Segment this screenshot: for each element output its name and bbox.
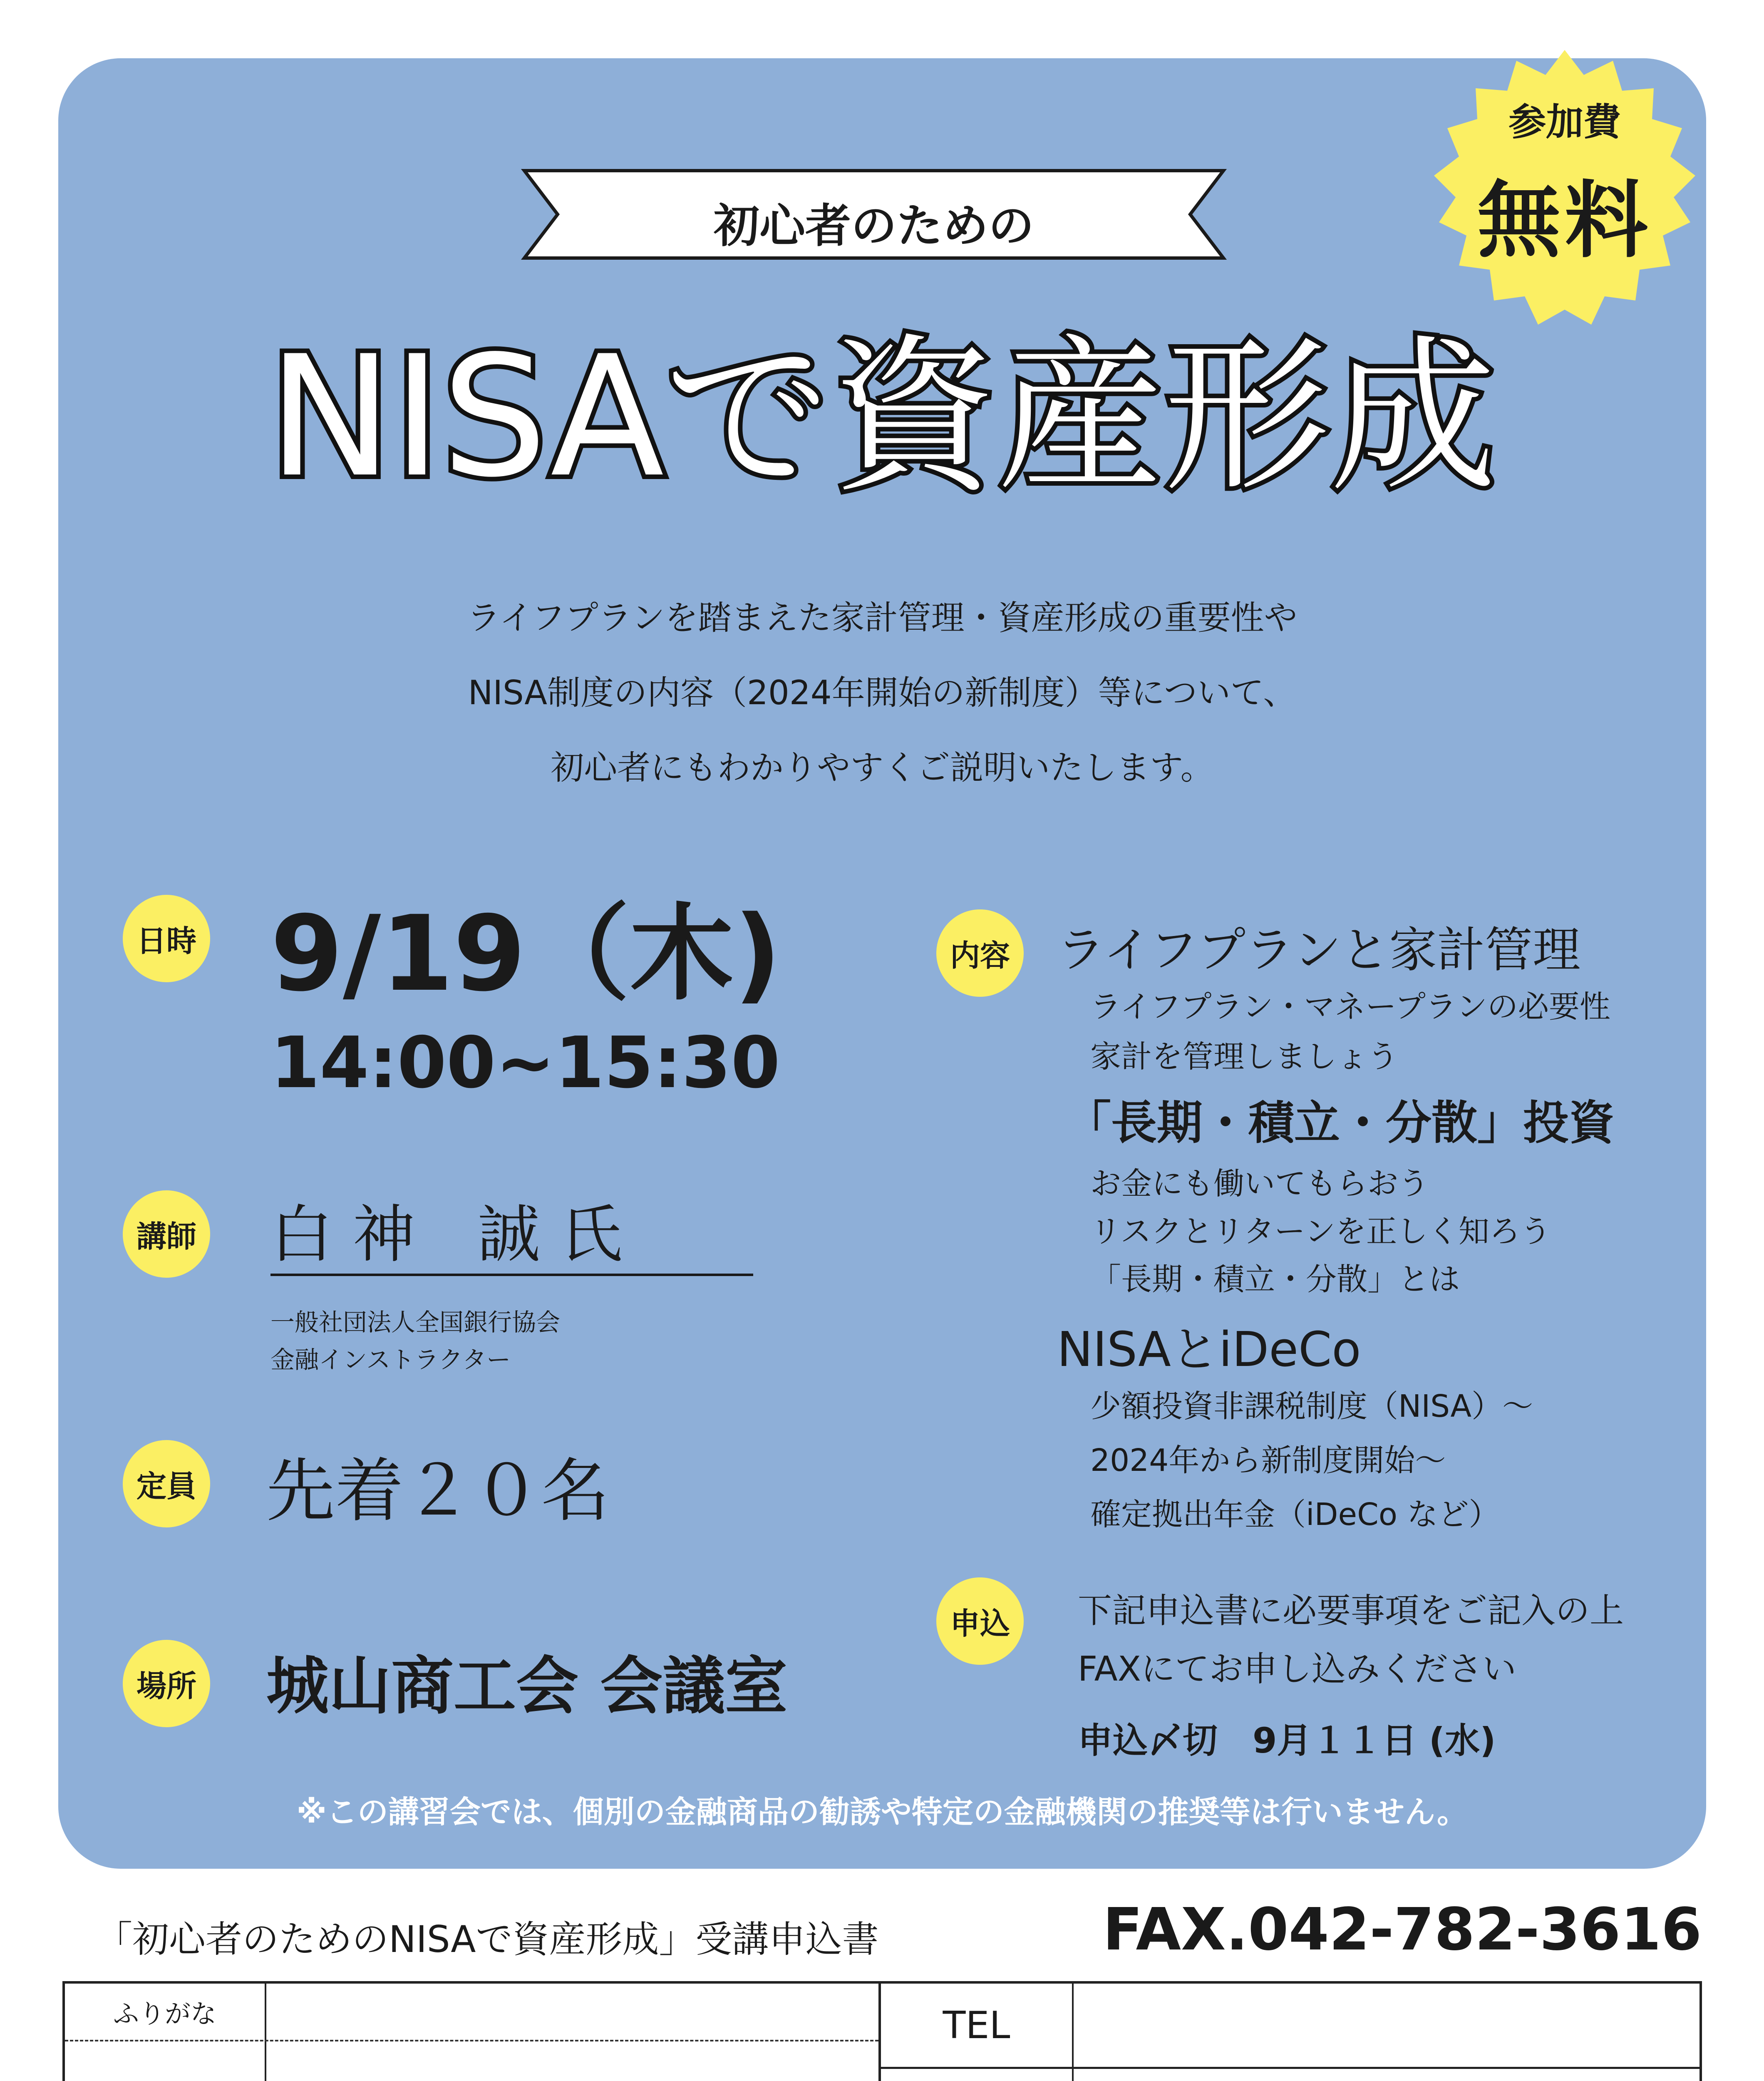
- office-furigana-input[interactable]: [266, 1984, 878, 2040]
- office-name-input[interactable]: [266, 2040, 878, 2081]
- lecturer-name: 白 神 誠 氏: [270, 1199, 623, 1271]
- lecturer-badge: 講師: [123, 1190, 210, 1278]
- content-item: 確定拠出年金（iDeCo など）: [1090, 1497, 1500, 1532]
- place-value: 城山商工会 会議室: [266, 1650, 788, 1723]
- datetime-badge: 日時: [123, 895, 210, 982]
- email-input[interactable]: [1074, 2067, 1702, 2081]
- form-title: 「初心者のためのNISAで資産形成」受講申込書: [96, 1918, 879, 1961]
- content-item: リスクとリターンを正しく知ろう: [1090, 1214, 1551, 1249]
- application-form: [62, 1981, 1702, 2081]
- capacity-badge: 定員: [123, 1440, 210, 1527]
- content-item: 少額投資非課税制度（NISA）～: [1090, 1388, 1533, 1424]
- ribbon-subtitle: 初心者のための: [714, 199, 1034, 253]
- badge-free-label: 無料: [1477, 172, 1652, 269]
- content-heading-2: 「長期・積立・分散」投資: [1065, 1096, 1615, 1150]
- content-item: 家計を管理しましょう: [1090, 1039, 1398, 1075]
- apply-instruction-1: 下記申込書に必要事項をご記入の上: [1078, 1591, 1624, 1631]
- svg-text:NISAで資産形成: NISAで資産形成: [268, 320, 1497, 514]
- content-item: ライフプラン・マネープランの必要性: [1090, 989, 1610, 1025]
- badge-fee-label: 参加費: [1508, 100, 1621, 144]
- tel-input[interactable]: [1074, 1984, 1702, 2067]
- content-item: 2024年から新制度開始～: [1090, 1443, 1446, 1478]
- intro-line-1: ライフプランを踏まえた家計管理・資産形成の重要性や: [467, 598, 1298, 637]
- place-badge: 場所: [123, 1640, 210, 1727]
- apply-deadline: 申込〆切 9月１１日 (水): [1078, 1720, 1496, 1761]
- lecturer-title: 金融インストラクター: [270, 1346, 511, 1374]
- lecturer-underline: [270, 1274, 753, 1276]
- apply-instruction-2: FAXにてお申し込みください: [1078, 1649, 1516, 1689]
- intro-line-2: NISA制度の内容（2024年開始の新制度）等について、: [468, 673, 1297, 712]
- lecturer-org: 一般社団法人全国銀行協会: [270, 1308, 561, 1336]
- content-heading-3: NISAとiDeCo: [1057, 1322, 1361, 1378]
- content-heading-1: ライフプランと家計管理: [1057, 922, 1581, 978]
- email-label: [881, 2067, 1072, 2081]
- intro-line-3: 初心者にもわかりやすくご説明いたします。: [551, 748, 1214, 787]
- event-time: 14:00~15:30: [270, 1022, 780, 1104]
- office-name-label: [65, 2040, 265, 2081]
- tel-label: TEL: [943, 2003, 1010, 2047]
- main-title: [58, 308, 1706, 533]
- disclaimer-note: ※この講習会では、個別の金融商品の勧誘や特定の金融機関の推奨等は行いません。: [296, 1794, 1468, 1830]
- event-date: 9/19（木): [270, 893, 782, 1014]
- furigana-label: ふりがな: [113, 1999, 216, 2029]
- content-item: お金にも働いてもらおう: [1090, 1166, 1429, 1202]
- apply-badge: 申込: [936, 1577, 1024, 1665]
- content-badge: 内容: [936, 909, 1024, 997]
- content-item: 「長期・積立・分散」とは: [1090, 1262, 1460, 1297]
- capacity-value: 先着２０名: [266, 1451, 610, 1531]
- fax-number: FAX.042-782-3616: [1103, 1896, 1702, 1964]
